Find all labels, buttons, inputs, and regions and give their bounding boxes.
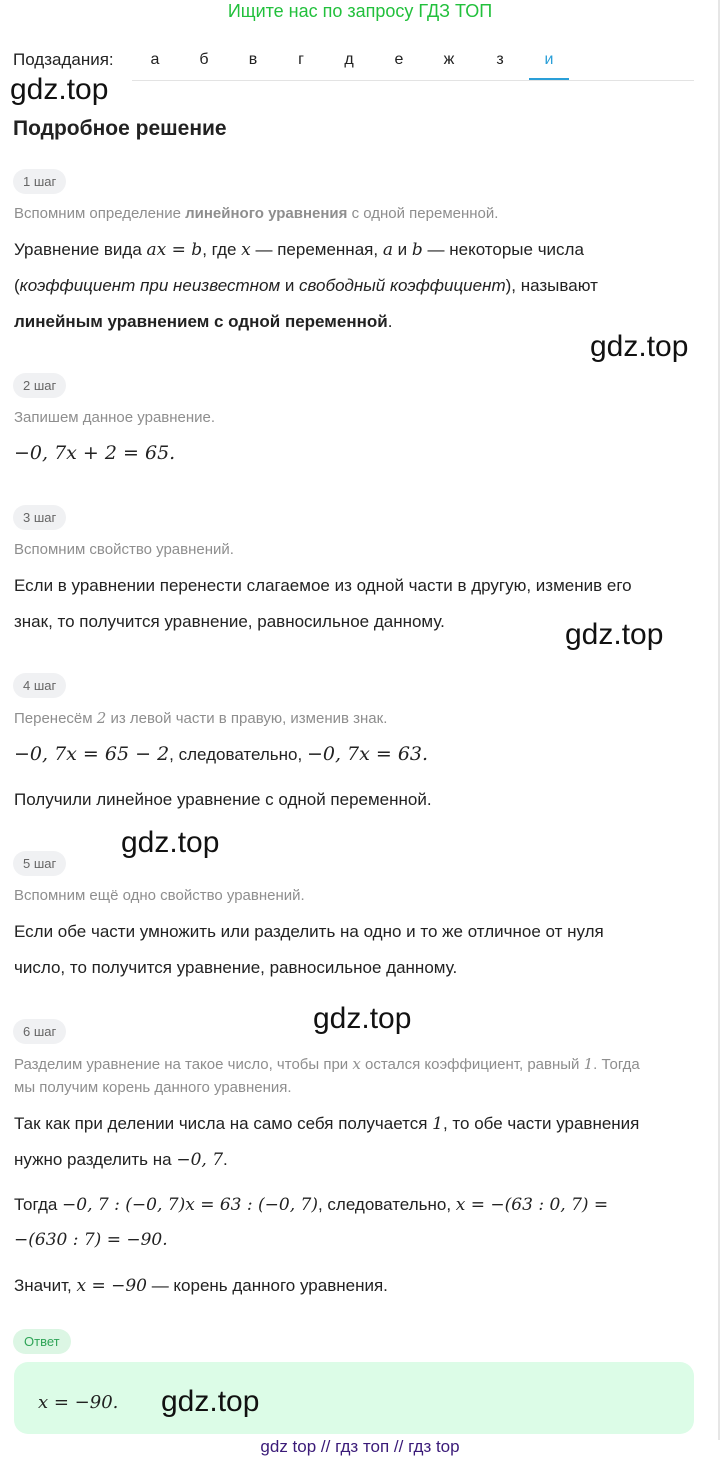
subtask-tab-zh[interactable]: ж (443, 51, 455, 68)
step-text: знак, то получится уравнение, равносильное данному. (14, 612, 445, 631)
watermark: gdz.top (313, 1002, 412, 1035)
step-text: Так как при делении числа на само себя получается 1, то обе части уравнения (14, 1114, 640, 1134)
promo-banner: Ищите нас по запросу ГДЗ ТОП (227, 1, 493, 21)
step-text: (коэффициент при неизвестном и свободный коэффициент), называют (14, 276, 598, 295)
step-text: Если обе части умножить или разделить на одно и то же отличное от нуля (14, 922, 604, 941)
watermark: gdz.top (121, 826, 220, 859)
watermark: gdz.top (590, 330, 689, 363)
subtask-tab-i[interactable]: и (529, 50, 569, 79)
subtask-tab-g[interactable]: г (298, 51, 304, 68)
answer-value: x = −90. (38, 1392, 119, 1413)
subtask-tab-d[interactable]: д (344, 51, 354, 68)
step-hint: Вспомним определение линейного уравнения с одной переменной. (14, 205, 499, 222)
step-hint: Вспомним свойство уравнений. (14, 541, 234, 558)
step-hint: Вспомним ещё одно свойство уравнений. (14, 887, 305, 904)
subtask-tab-a[interactable]: а (150, 51, 160, 68)
subtasks-label: Подзадания: (13, 50, 114, 69)
step-hint: Перенесём 2 из левой части в правую, изменив знак. (14, 709, 388, 727)
step-text: Если в уравнении перенести слагаемое из одной части в другую, изменив его (14, 576, 632, 595)
step-text: нужно разделить на −0, 7. (14, 1150, 228, 1170)
subtask-tab-v[interactable]: в (248, 51, 258, 68)
watermark: gdz.top (565, 618, 664, 651)
step-text: число, то получится уравнение, равносильное данному. (14, 958, 458, 977)
subtask-tab-b[interactable]: б (199, 51, 209, 68)
step-badge: 2 шаг (13, 373, 66, 398)
step-badge: 6 шаг (13, 1019, 66, 1044)
step-text: −(630 : 7) = −90. (14, 1230, 168, 1250)
subtask-tab-z[interactable]: з (496, 51, 504, 68)
footer-links[interactable]: gdz top // гдз топ // гдз top (260, 1437, 460, 1456)
watermark: gdz.top (10, 73, 109, 106)
equation: −0, 7x + 2 = 65. (14, 442, 176, 464)
step-text: Получили линейное уравнение с одной переменной. (14, 790, 432, 809)
step-hint: мы получим корень данного уравнения. (14, 1079, 292, 1096)
step-badge: 4 шаг (13, 673, 66, 698)
step-text: Тогда −0, 7 : (−0, 7)x = 63 : (−0, 7), следовательно, x = −(63 : 0, 7) = (14, 1195, 609, 1215)
watermark: gdz.top (161, 1385, 260, 1418)
step-hint: Разделим уравнение на такое число, чтобы при x остался коэффициент, равный 1. Тогда (14, 1055, 640, 1073)
answer-badge: Ответ (13, 1329, 71, 1354)
subtasks-tabs (132, 46, 694, 81)
step-hint: Запишем данное уравнение. (14, 409, 216, 426)
page-title: Подробное решение (13, 117, 227, 140)
subtask-tab-e[interactable]: е (394, 51, 404, 68)
step-text: линейным уравнением с одной переменной. (14, 312, 393, 331)
equation: −0, 7x = 65 − 2, следовательно, −0, 7x = 63. (14, 743, 429, 765)
step-badge: 3 шаг (13, 505, 66, 530)
step-text: Уравнение вида ax = b, где x — переменная, a и b — некоторые числа (14, 240, 584, 260)
step-text: Значит, x = −90 — корень данного уравнения. (14, 1276, 388, 1296)
step-badge: 1 шаг (13, 169, 66, 194)
step-badge: 5 шаг (13, 851, 66, 876)
